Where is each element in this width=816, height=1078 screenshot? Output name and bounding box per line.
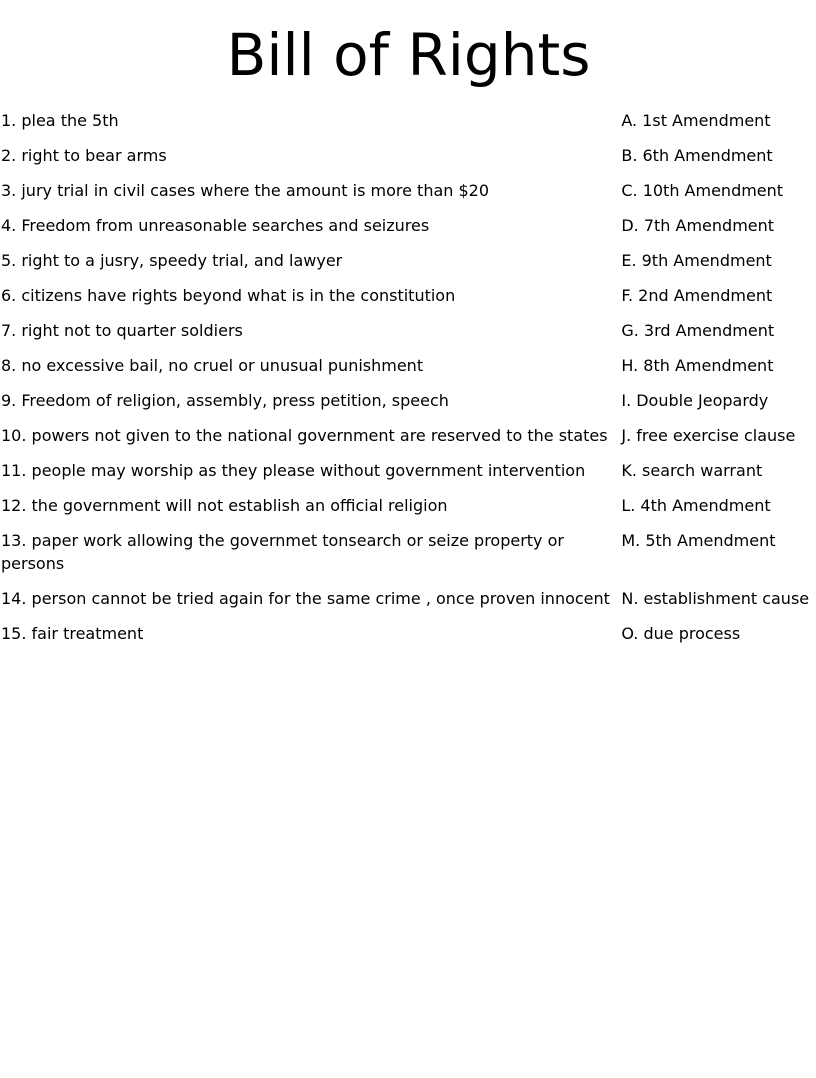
matching-row	[1, 249, 816, 284]
answer-item-k: K. search warrant	[621, 460, 763, 480]
answer-item-f: F. 2nd Amendment	[621, 285, 773, 305]
answer-item-g: G. 3rd Amendment	[621, 320, 775, 340]
answer-item-j: J. free exercise clause	[621, 425, 796, 445]
question-item-5: 5. right to a jusry, speedy trial, and lawyer	[1, 250, 343, 270]
question-item-1: 1. plea the 5th	[1, 110, 119, 130]
question-item-6: 6. citizens have rights beyond what is in the constitution	[1, 285, 456, 305]
matching-row	[1, 214, 816, 249]
question-item-2: 2. right to bear arms	[1, 145, 167, 165]
question-item-8: 8. no excessive bail, no cruel or unusual punishment	[1, 355, 424, 375]
answer-item-c: C. 10th Amendment	[621, 180, 784, 200]
matching-row	[1, 284, 816, 319]
answer-item-l: L. 4th Amendment	[621, 495, 771, 515]
matching-row	[1, 389, 816, 424]
answer-item-d: D. 7th Amendment	[621, 215, 775, 235]
matching-row	[1, 587, 816, 622]
question-item-10: 10. powers not given to the national government are reserved to the states	[1, 425, 608, 445]
answer-item-h: H. 8th Amendment	[621, 355, 774, 375]
question-item-9: 9. Freedom of religion, assembly, press petition, speech	[1, 390, 449, 410]
matching-row	[1, 179, 816, 214]
matching-row	[1, 319, 816, 354]
matching-row	[1, 529, 816, 587]
matching-row	[1, 622, 816, 657]
page-title: Bill of Rights	[226, 21, 591, 89]
worksheet-page	[0, 22, 816, 657]
question-item-4: 4. Freedom from unreasonable searches and seizures	[1, 215, 430, 235]
matching-row	[1, 494, 816, 529]
question-item-15: 15. fair treatment	[1, 623, 144, 643]
question-item-7: 7. right not to quarter soldiers	[1, 320, 243, 340]
matching-row	[1, 424, 816, 459]
question-item-11: 11. people may worship as they please without government intervention	[1, 460, 586, 480]
answer-item-a: A. 1st Amendment	[621, 110, 771, 130]
answer-item-b: B. 6th Amendment	[621, 145, 773, 165]
matching-row	[1, 144, 816, 179]
question-item-14: 14. person cannot be tried again for the same crime , once proven innocent	[1, 588, 610, 608]
answer-item-m: M. 5th Amendment	[621, 530, 776, 550]
matching-row	[1, 354, 816, 389]
matching-row	[1, 109, 816, 144]
answer-item-e: E. 9th Amendment	[621, 250, 772, 270]
question-item-13: 13. paper work allowing the governmet tonsearch or seize property or persons	[1, 530, 564, 573]
question-item-3: 3. jury trial in civil cases where the amount is more than $20	[1, 180, 490, 200]
answer-item-n: N. establishment cause	[621, 588, 810, 608]
answer-item-o: O. due process	[621, 623, 741, 643]
answer-item-i: I. Double Jeopardy	[621, 390, 769, 410]
question-item-12: 12. the government will not establish an official religion	[1, 495, 448, 515]
matching-row	[1, 459, 816, 494]
matching-table	[1, 109, 816, 657]
